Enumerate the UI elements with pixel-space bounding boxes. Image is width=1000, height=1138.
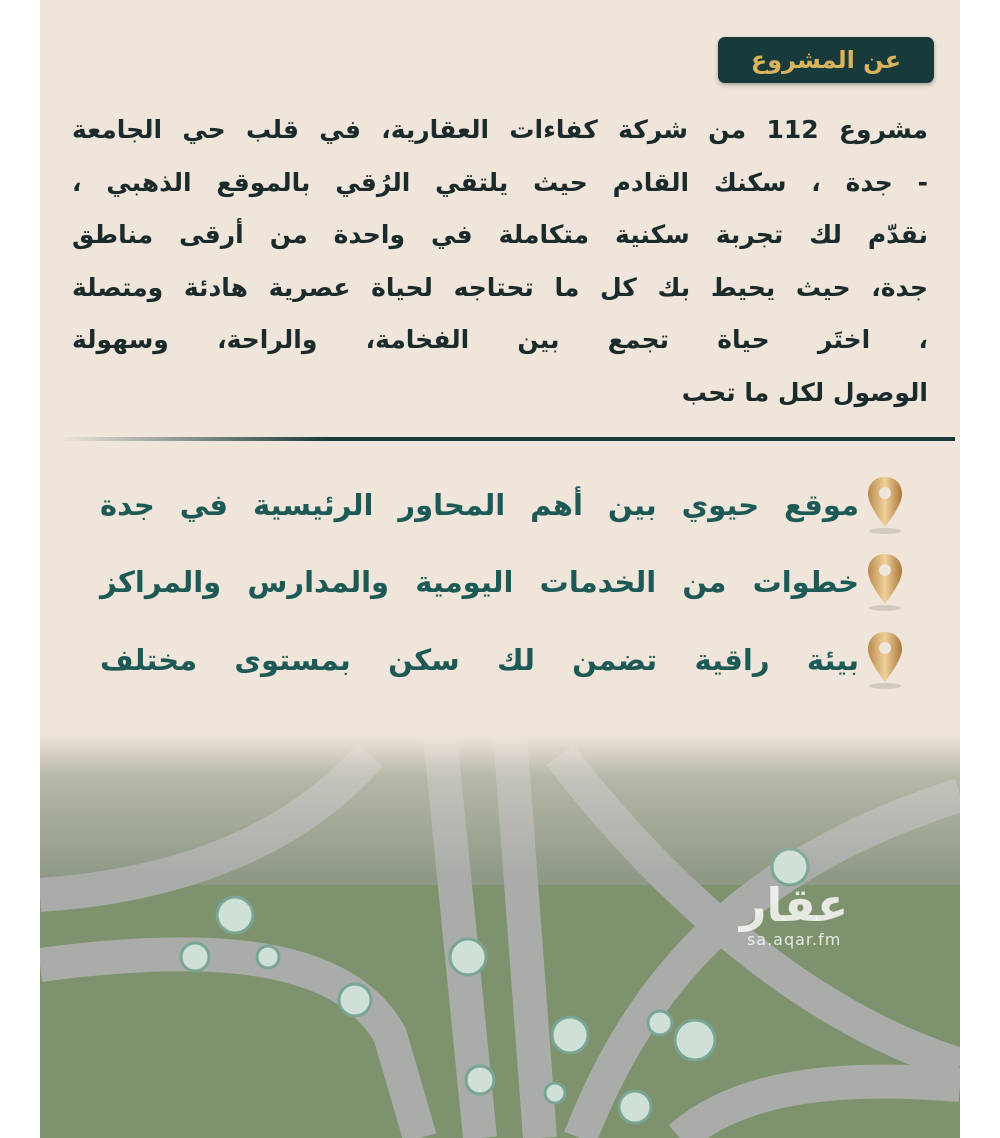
description-line: الوصول لكل ما تحب <box>681 377 928 407</box>
location-pin-icon <box>865 552 905 612</box>
feature-text: خطوات من الخدمات اليومية والمدارس والمراكز <box>100 565 859 599</box>
project-description <box>72 104 928 419</box>
location-pin-icon <box>865 475 905 535</box>
description-line: جدة، حيث يحيط بك كل ما تحتاجه لحياة عصرية هادئة ومتصلة <box>72 272 928 302</box>
description-line: نقدّم لك تجربة سكنية متكاملة في واحدة من أرقى مناطق <box>72 220 928 249</box>
feature-item <box>100 630 905 690</box>
divider <box>60 437 955 441</box>
watermark-brand: عقار <box>740 878 849 932</box>
feature-item <box>100 552 905 612</box>
feature-text: موقع حيوي بين أهم المحاور الرئيسية في جدة <box>100 488 859 522</box>
description-line: مشروع 112 من شركة كفاءات العقارية، في قلب حي الجامعة <box>72 115 929 144</box>
description-line: - جدة ، سكنك القادم حيث يلتقي الرُقي بالموقع الذهبي ، <box>72 167 928 197</box>
watermark-domain: sa.aqar.fm <box>746 930 842 949</box>
location-pin-icon <box>865 630 905 690</box>
section-title-badge: عن المشروع <box>718 37 934 83</box>
description-line: ، اختَر حياة تجمع بين الفخامة، والراحة، وسهولة <box>72 325 928 354</box>
promo-poster <box>40 0 960 1138</box>
feature-item <box>100 475 905 535</box>
watermark <box>740 880 848 949</box>
feature-text: بيئة راقية تضمن لك سكن بمستوى مختلف <box>100 643 859 677</box>
